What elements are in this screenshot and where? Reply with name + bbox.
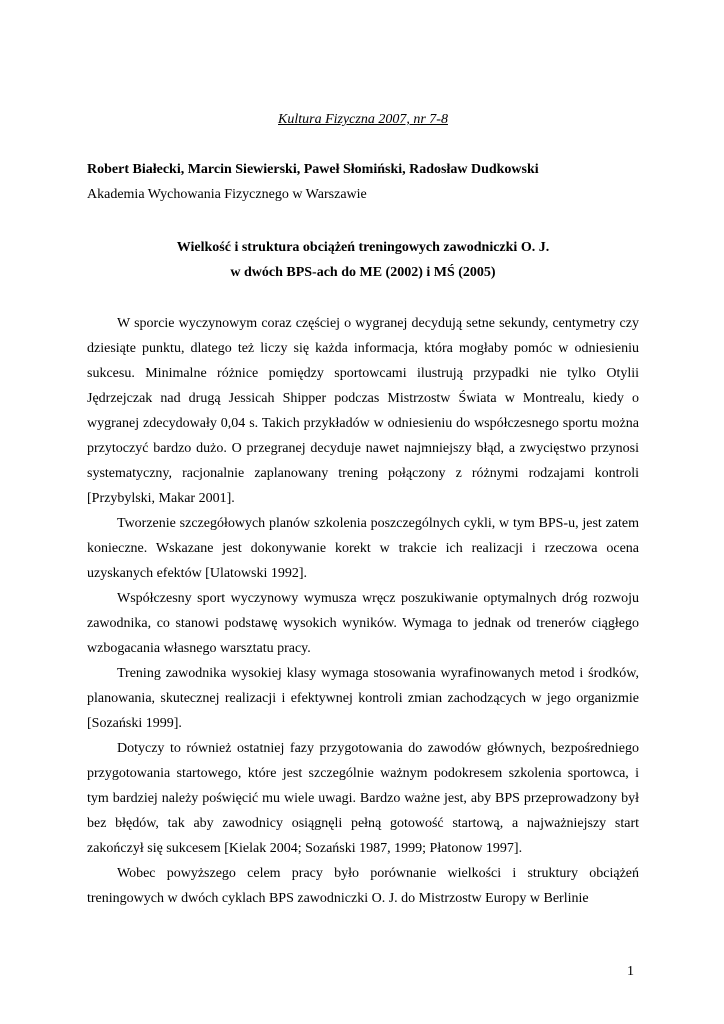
affiliation: Akademia Wychowania Fizycznego w Warszawie <box>87 187 367 202</box>
paragraph: Wobec powyższego celem pracy było porównanie wielkości i struktury obciążeń treningowych w dwóch cyklach BPS zawodniczki O. J. do Mistrzostw Europy w Berlinie <box>87 866 639 906</box>
paragraph: Tworzenie szczegółowych planów szkolenia poszczególnych cykli, w tym BPS-u, jest zatem konieczne. Wskazane jest dokonywanie korekt w trakcie ich realizacji i rzeczowa ocena uzyskanych efektów [Ulatowski 1992]. <box>87 516 639 581</box>
authors: Robert Białecki, Marcin Siewierski, Paweł Słomiński, Radosław Dudkowski <box>87 162 539 177</box>
paragraph: Dotyczy to również ostatniej fazy przygotowania do zawodów głównych, bezpośredniego przygotowania startowego, które jest szczególnie ważnym podokresem szkolenia sportowca, i tym bardziej należy poświęcić mu wiele uwagi. Bardzo ważne jest, aby BPS przeprowadzony był bez błędów, tak aby zawodnicy osiągnęli pełną gotowość startową, a najważniejszy start zakończył się sukcesem [Kielak 2004; Sozański 1987, 1999; Płatonow 1997]. <box>87 741 639 856</box>
paragraph: Współczesny sport wyczynowy wymusza wręcz poszukiwanie optymalnych dróg rozwoju zawodnika, co stanowi podstawę wysokich wyników. Wymaga to jednak od trenerów ciągłego wzbogacania własnego warsztatu pracy. <box>87 591 639 656</box>
paragraph: W sporcie wyczynowym coraz częściej o wygranej decydują setne sekundy, centymetry czy dziesiąte punktu, dlatego też liczy się każda informacja, która mogłaby pomóc w odniesieniu sukcesu. Minimalne różnice pomiędzy sportowcami ilustrują przypadki nie tylko Otylii Jędrzejczak nad drugą Jessicah Shipper podczas Mistrzostw Świata w Montrealu, kiedy o wygranej zdecydowały 0,04 s. Takich przykładów w odniesieniu do współczesnego sportu można przytoczyć bardzo dużo. O przegranej decyduje nawet najmniejszy błąd, a zwycięstwo przynosi systematyczny, racjonalnie zaplanowany trening połączony z różnymi rodzajami kontroli [Przybylski, Makar 2001]. <box>87 316 639 506</box>
title-line-2: w dwóch BPS-ach do ME (2002) i MŚ (2005) <box>230 265 496 280</box>
page-number: 1 <box>627 964 634 979</box>
article-title <box>87 235 639 285</box>
body-text <box>87 311 639 911</box>
journal-header: Kultura Fizyczna 2007, nr 7-8 <box>278 112 448 127</box>
paragraph: Trening zawodnika wysokiej klasy wymaga stosowania wyrafinowanych metod i środków, planowania, skutecznej realizacji i efektywnej kontroli zmian zachodzących w jego organizmie [Sozański 1999]. <box>87 666 639 731</box>
title-line-1: Wielkość i struktura obciążeń treningowych zawodniczki O. J. <box>176 240 550 255</box>
